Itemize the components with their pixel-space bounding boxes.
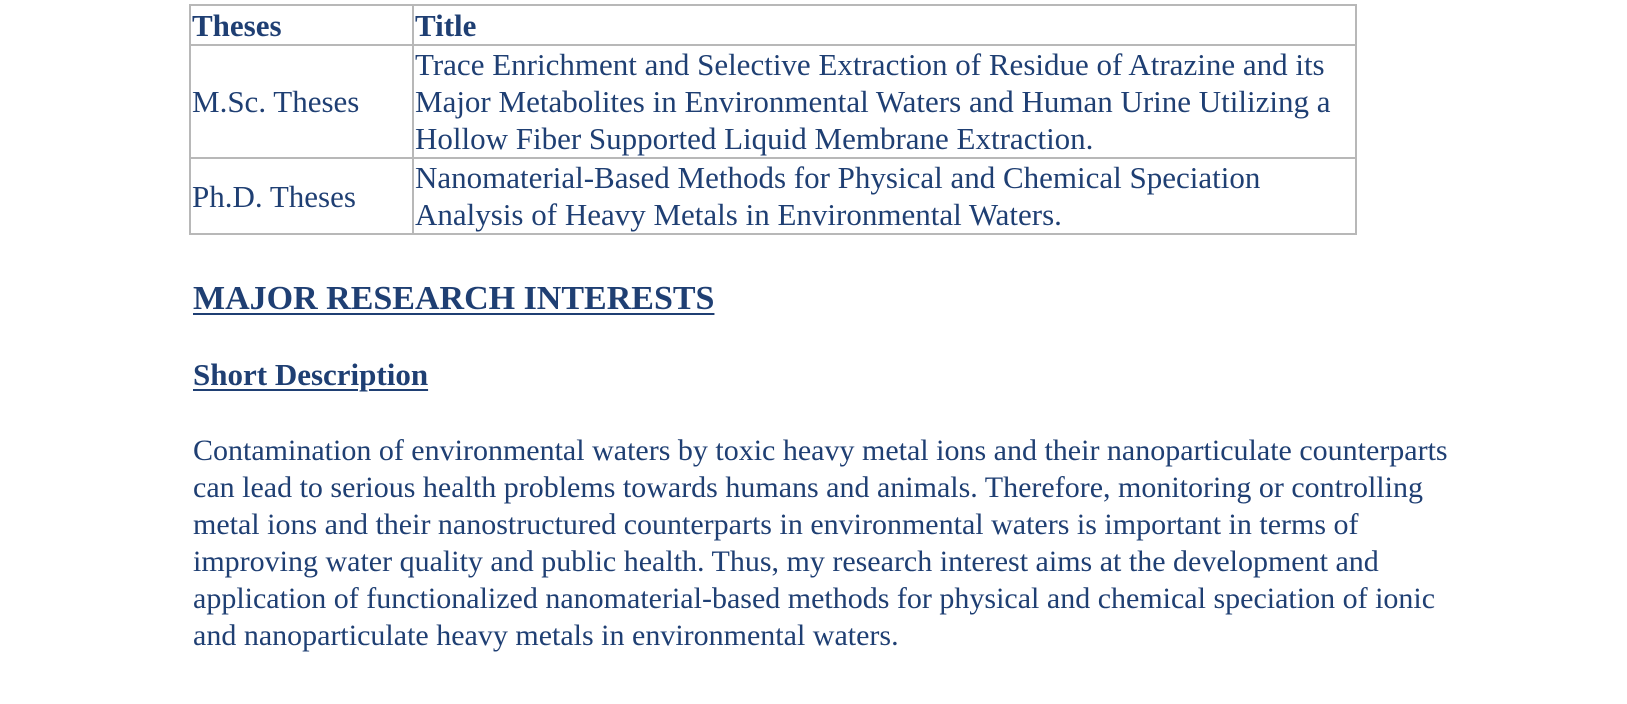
description-paragraph: Contamination of environmental waters by toxic heavy metal ions and their nanoparticulate counterparts can lead to serious health problems towards humans and animals. Therefore, monitoring or controlling metal ions and their nanostructured counterparts in environmental waters is important in terms of improving water quality and public health. Thus, my research interest aims at the development and application of functionalized nanomaterial-based methods for physical and chemical speciation of ionic and nanoparticulate heavy metals in environmental waters.: [193, 434, 1448, 652]
theses-table: [189, 4, 1357, 235]
sub-heading: Short Description: [193, 357, 429, 392]
thesis-title-cell: Trace Enrichment and Selective Extraction of Residue of Atrazine and its Major Metabolites in Environmental Waters and Human Urine Utilizing a Hollow Fiber Supported Liquid Membrane Extraction.: [413, 45, 1356, 158]
header-theses: Theses: [190, 5, 413, 45]
thesis-type-cell: Ph.D. Theses: [190, 158, 413, 234]
table-row: [190, 45, 1356, 158]
section-heading: MAJOR RESEARCH INTERESTS: [193, 280, 715, 317]
table-row: [190, 158, 1356, 234]
thesis-title-cell: Nanomaterial-Based Methods for Physical and Chemical Speciation Analysis of Heavy Metals in Environmental Waters.: [413, 158, 1356, 234]
thesis-type-cell: M.Sc. Theses: [190, 45, 413, 158]
header-title: Title: [413, 5, 1356, 45]
table-header-row: [190, 5, 1356, 45]
